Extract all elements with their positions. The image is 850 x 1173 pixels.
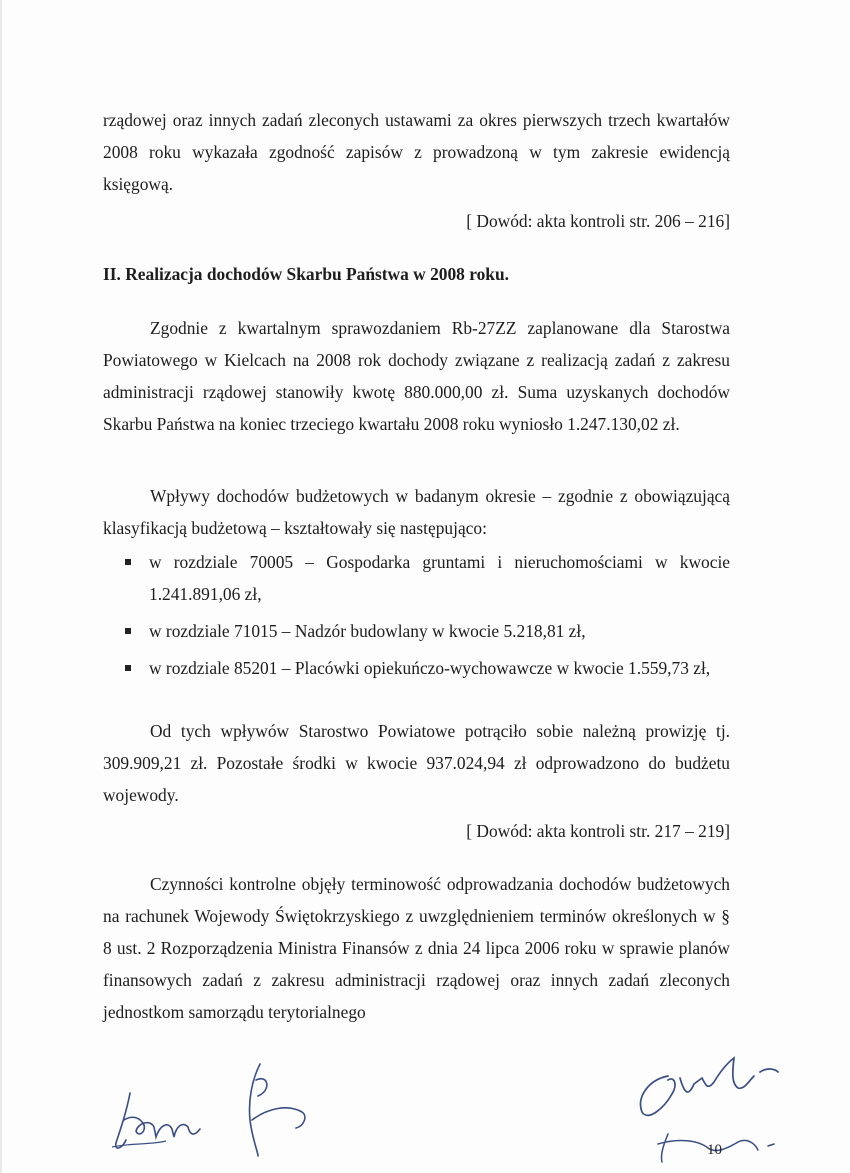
signature-left-1 xyxy=(110,1085,220,1160)
bullet-square-icon xyxy=(125,665,131,671)
page-number: 10 xyxy=(707,1142,722,1158)
signature-left-2 xyxy=(228,1060,318,1160)
evidence-reference-2: [ Dowód: akta kontroli str. 217 – 219] xyxy=(466,821,730,841)
bullet-square-icon xyxy=(125,628,131,634)
paragraph-control: Czynności kontrolne objęły terminowość odprowadzania dochodów budżetowych na rachunek Wojewody Świętokrzyskiego z uwzględnieniem terminów określonych w § 8 ust. 2 Rozporządzenia Ministra Finansów z dnia 24 lipca 2006 roku w sprawie planów finansowych zadań z zakresu administracji rządowej oraz innych zadań zleconych jednostkom samorządu terytorialnego xyxy=(103,874,730,1022)
bullet-square-icon xyxy=(125,559,131,565)
paragraph-plan: Zgodnie z kwartalnym sprawozdaniem Rb-27ZZ zaplanowane dla Starostwa Powiatowego w Kielcach na 2008 rok dochody związane z realizacją zadań z zakresu administracji rządowej stanowiły kwotę 880.000,00 zł. Suma uzyskanych dochodów Skarbu Państwa na koniec trzeciego kwartału 2008 roku wyniosło 1.247.130,02 zł. xyxy=(103,318,730,434)
scan-edge xyxy=(0,0,2,1173)
list-item: w rozdziale 85201 – Placówki opiekuńczo-wychowawcze w kwocie 1.559,73 zł, xyxy=(103,652,730,684)
revenue-bullet-list xyxy=(103,546,730,689)
section-heading: II. Realizacja dochodów Skarbu Państwa w 2008 roku. xyxy=(103,264,509,284)
list-item: w rozdziale 70005 – Gospodarka gruntami i nieruchomościami w kwocie 1.241.891,06 zł, xyxy=(103,546,730,610)
paragraph-intro: Wpływy dochodów budżetowych w badanym okresie – zgodnie z obowiązującą klasyfikacją budżetową – kształtowały się następująco: xyxy=(103,486,730,538)
list-item: w rozdziale 71015 – Nadzór budowlany w kwocie 5.218,81 zł, xyxy=(103,615,730,647)
paragraph-continued: rządowej oraz innych zadań zleconych ustawami za okres pierwszych trzech kwartałów 2008 roku wykazała zgodność zapisów z prowadzoną w tym zakresie ewidencją księgową. xyxy=(103,110,730,194)
paragraph-commission: Od tych wpływów Starostwo Powiatowe potrąciło sobie należną prowizję tj. 309.909,21 zł. Pozostałe środki w kwocie 937.024,94 zł odprowadzono do budżetu wojewody. xyxy=(103,721,730,805)
evidence-reference-1: [ Dowód: akta kontroli str. 206 – 216] xyxy=(466,211,730,231)
